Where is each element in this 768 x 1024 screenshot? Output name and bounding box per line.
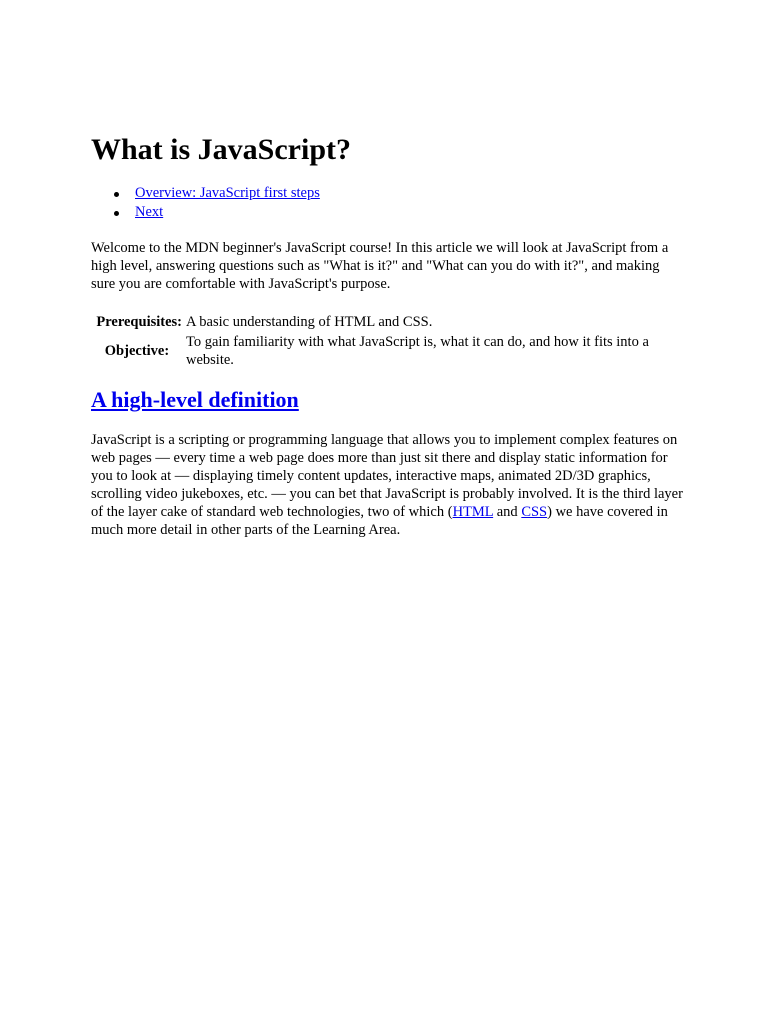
- sequence-nav: [91, 184, 320, 222]
- section-heading-link[interactable]: A high-level definition: [91, 387, 299, 412]
- objective-label: Objective:: [104, 343, 170, 359]
- next-link[interactable]: Next: [135, 204, 164, 220]
- html-link[interactable]: HTML: [452, 504, 494, 520]
- prerequisites-label: Prerequisites:: [96, 314, 182, 330]
- definition-text-start: JavaScript is a scripting or programming language that allows you to implement complex features on web pages — every time a web page does more than just sit there and display static information for you to look at — displaying timely content updates, interactive maps, animated 2D/3D graphics, scrolling video jukeboxes, etc. — you can bet that JavaScript is probably involved. It is the third layer of the layer cake of standard web technologies, two of which (: [91, 432, 683, 520]
- section-heading: [91, 387, 299, 413]
- prerequisites-value: A basic understanding of HTML and CSS.: [186, 314, 433, 330]
- objective-value: To gain familiarity with what JavaScript is, what it can do, and how it fits into a website.: [186, 334, 649, 368]
- nav-item-next: [135, 203, 320, 222]
- definition-text-end: ) we have covered in much more detail in other parts of the Learning Area.: [91, 504, 668, 538]
- learning-outcomes-table: [91, 312, 681, 370]
- definition-paragraph: [91, 431, 687, 539]
- bullet-icon: [114, 211, 119, 216]
- css-link[interactable]: CSS: [521, 504, 548, 520]
- nav-item-overview: [135, 184, 320, 203]
- prerequisites-row: [91, 312, 681, 332]
- intro-paragraph: Welcome to the MDN beginner's JavaScript course! In this article we will look at JavaScript from a high level, answering questions such as "What is it?" and "What can you do with it?", and making sure you are comfortable with JavaScript's purpose.: [91, 240, 669, 292]
- overview-link[interactable]: Overview: JavaScript first steps: [135, 185, 320, 201]
- objective-row: [91, 332, 681, 370]
- bullet-icon: [114, 192, 119, 197]
- definition-text-and: and: [493, 504, 522, 520]
- page-title: What is JavaScript?: [91, 133, 352, 166]
